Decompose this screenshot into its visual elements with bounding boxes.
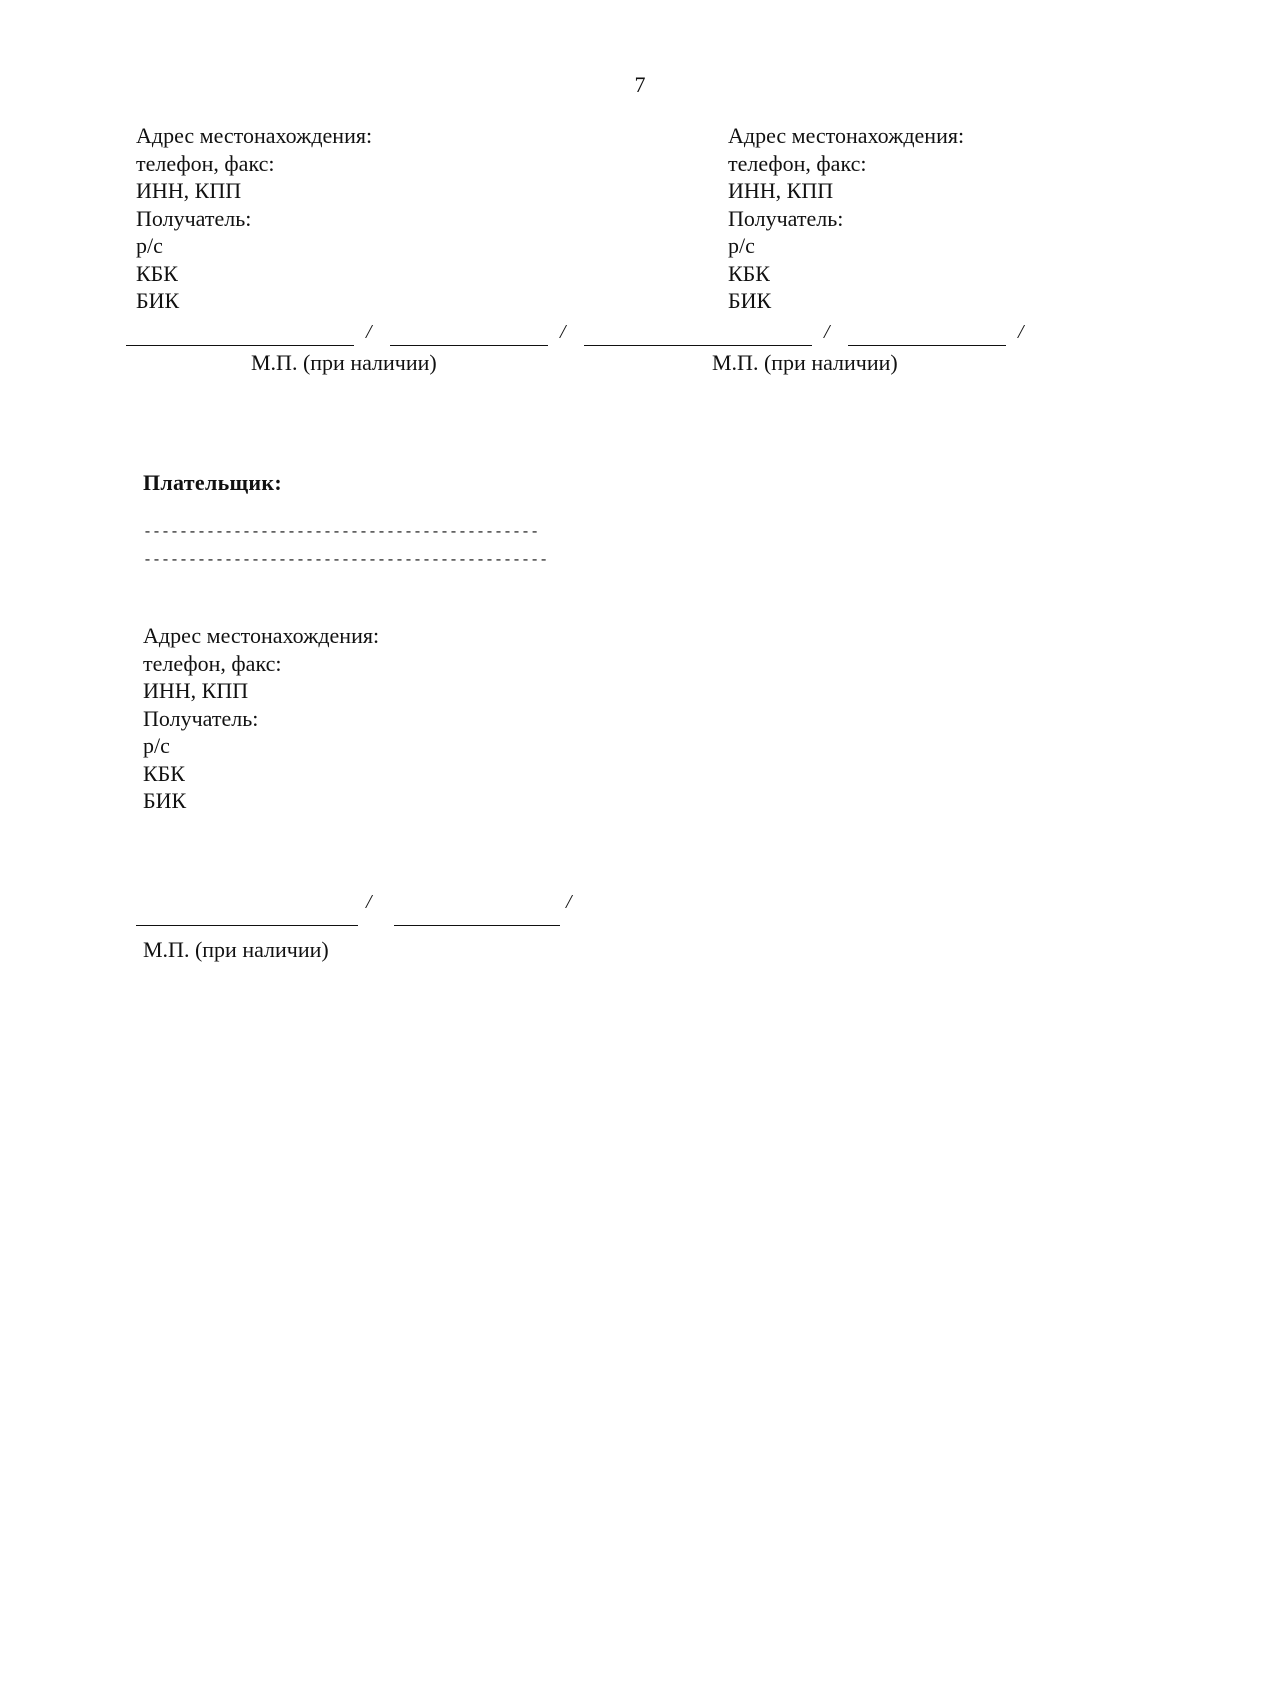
page-number: 7 bbox=[634, 72, 646, 97]
right-signature-line bbox=[584, 345, 812, 346]
account-label: р/с bbox=[143, 733, 170, 758]
bik-label: БИК bbox=[728, 288, 772, 313]
bik-label: БИК bbox=[136, 288, 180, 313]
account-label: р/с bbox=[728, 233, 755, 258]
left-party-requisites bbox=[136, 122, 372, 315]
address-label: Адрес местонахождения: bbox=[728, 123, 965, 148]
right-name-slash: / bbox=[1018, 321, 1024, 343]
bik-label: БИК bbox=[143, 788, 187, 813]
right-stamp-note: М.П. (при наличии) bbox=[712, 350, 898, 375]
kbk-label: КБК bbox=[136, 260, 178, 286]
right-party-requisites bbox=[728, 122, 964, 315]
payer-heading: Плательщик: bbox=[143, 470, 282, 495]
left-signature-slash: / bbox=[366, 321, 372, 343]
payer-name-line bbox=[394, 925, 560, 926]
recipient-label: Получатель: bbox=[143, 705, 259, 731]
inn-kpp-label: ИНН, КПП bbox=[143, 678, 249, 703]
address-label: Адрес местонахождения: bbox=[136, 123, 373, 148]
inn-kpp-label: ИНН, КПП bbox=[728, 178, 834, 203]
left-name-slash: / bbox=[560, 321, 566, 343]
recipient-label: Получатель: bbox=[728, 205, 844, 231]
left-signature-line bbox=[126, 345, 354, 346]
account-label: р/с bbox=[136, 233, 163, 258]
payer-requisites bbox=[143, 622, 379, 815]
right-name-line bbox=[848, 345, 1006, 346]
payer-signature-line bbox=[136, 925, 358, 926]
recipient-label: Получатель: bbox=[136, 205, 252, 231]
payer-signature-slash: / bbox=[366, 891, 372, 913]
address-label: Адрес местонахождения: bbox=[143, 623, 380, 648]
right-signature-slash: / bbox=[824, 321, 830, 343]
inn-kpp-label: ИНН, КПП bbox=[136, 178, 242, 203]
payer-stamp-note: М.П. (при наличии) bbox=[143, 937, 329, 962]
left-stamp-note: М.П. (при наличии) bbox=[251, 350, 437, 375]
phone-fax-label: телефон, факс: bbox=[143, 650, 282, 676]
phone-fax-label: телефон, факс: bbox=[136, 150, 275, 176]
payer-name-slash: / bbox=[566, 891, 572, 913]
phone-fax-label: телефон, факс: bbox=[728, 150, 867, 176]
left-name-line bbox=[390, 345, 548, 346]
kbk-label: КБК bbox=[143, 760, 185, 786]
payer-name-dash-line-2: --------------------------------------------- bbox=[143, 552, 549, 569]
kbk-label: КБК bbox=[728, 260, 770, 286]
payer-name-dash-line: -------------------------------------------- bbox=[143, 524, 540, 541]
